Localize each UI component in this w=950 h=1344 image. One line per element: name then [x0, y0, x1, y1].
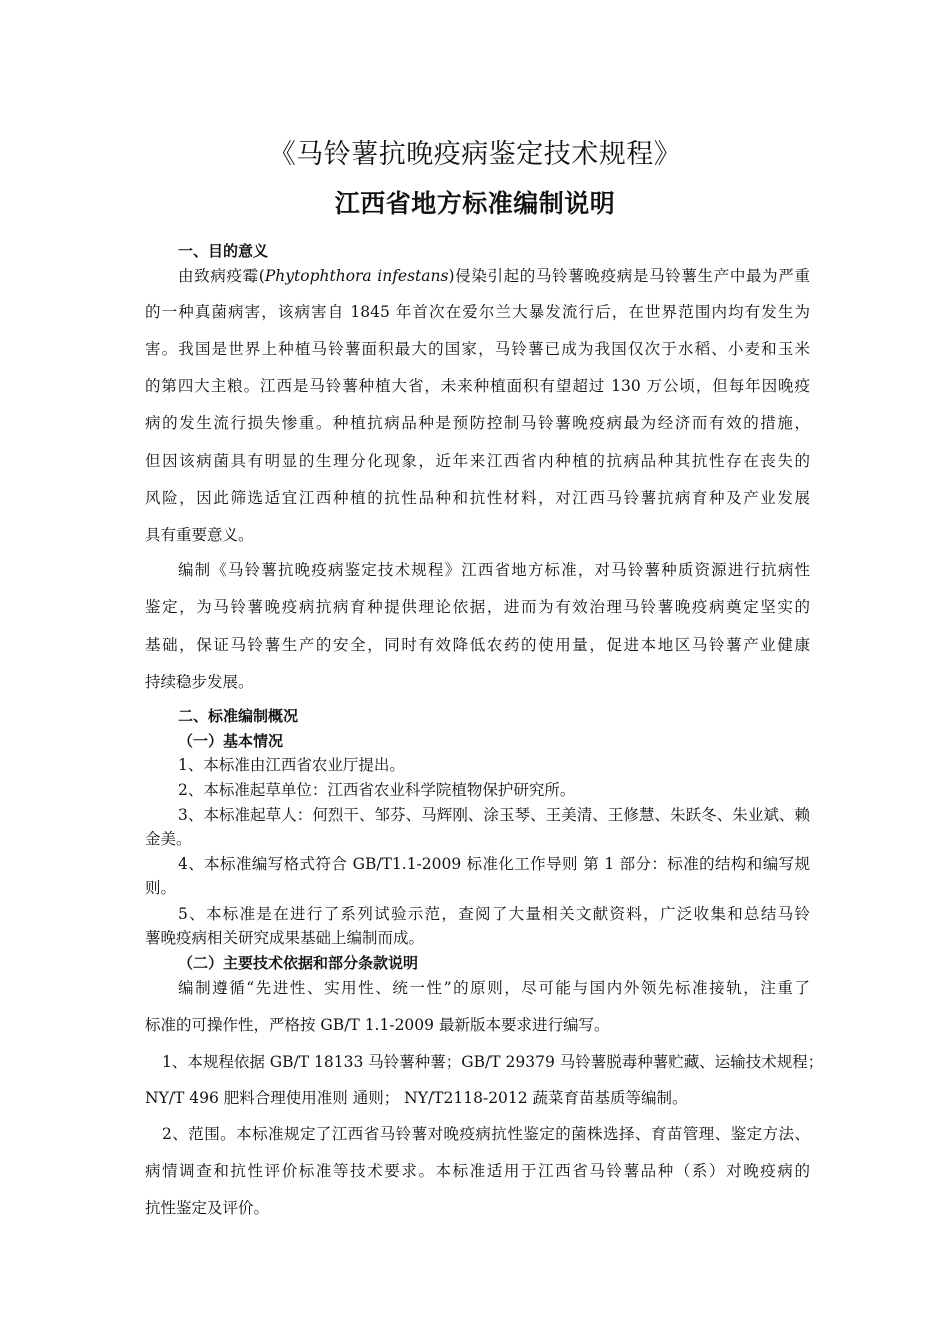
paragraph-line: 编制《马铃薯抗晚疫病鉴定技术规程》江西省地方标准，对马铃薯种质资源进行抗病性	[178, 561, 810, 579]
paragraph-line: 2、范围。本标准规定了江西省马铃薯对晚疫病抗性鉴定的菌株选择、育苗管理、鉴定方法、	[162, 1125, 810, 1143]
paragraph-line: 但因该病菌具有明显的生理分化现象，近年来江西省内种植的抗病品种其抗性存在丧失的	[145, 452, 810, 470]
document-subtitle: 江西省地方标准编制说明	[334, 189, 616, 218]
paragraph-line: 1、本规程依据 GB/T 18133 马铃薯种薯；GB/T 29379 马铃薯脱毒种薯贮藏、运输技术规程；	[162, 1053, 824, 1071]
list-item: 2、本标准起草单位：江西省农业科学院植物保护研究所。	[178, 781, 576, 799]
subsection-heading: （二）主要技术依据和部分条款说明	[178, 954, 419, 972]
paragraph-line: 病的发生流行损失惨重。种植抗病品种是预防控制马铃薯晚疫病最为经济而有效的措施，	[145, 414, 810, 432]
paragraph-line: 抗性鉴定及评价。	[145, 1199, 270, 1217]
subsection-heading: （一）基本情况	[178, 732, 284, 750]
paragraph-line: 基础，保证马铃薯生产的安全，同时有效降低农药的使用量，促进本地区马铃薯产业健康	[145, 636, 810, 654]
paragraph-line: 鉴定，为马铃薯晚疫病抗病育种提供理论依据，进而为有效治理马铃薯晚疫病奠定坚实的	[145, 598, 810, 616]
paragraph-line: 编制遵循“先进性、实用性、统一性”的原则，尽可能与国内外领先标准接轨，注重了	[178, 979, 810, 997]
paragraph-line: 具有重要意义。	[145, 526, 254, 544]
paragraph-line: 病情调查和抗性评价标准等技术要求。本标准适用于江西省马铃薯品种（系）对晚疫病的	[145, 1162, 810, 1180]
paragraph-line: NY/T 496 肥料合理使用准则 通则； NY/T2118-2012 蔬菜育苗基质等编制。	[145, 1089, 688, 1107]
section-heading: 二、标准编制概况	[178, 707, 299, 725]
paragraph-line: 的一种真菌病害，该病害自 1845 年首次在爱尔兰大暴发流行后，在世界范围内均有发生为	[145, 303, 810, 321]
paragraph-line: 持续稳步发展。	[145, 673, 254, 691]
paragraph-line: 的第四大主粮。江西是马铃薯种植大省，未来种植面积有望超过 130 万公顷，但每年因晚疫	[145, 377, 810, 395]
paragraph-line: 由致病疫霉(Phytophthora infestans)侵染引起的马铃薯晚疫病是马铃薯生产中最为严重	[178, 267, 810, 285]
paragraph-line: 风险，因此筛选适宜江西种植的抗性品种和抗性材料，对江西马铃薯抗病育种及产业发展	[145, 489, 810, 507]
latin-name: Phytophthora infestans	[264, 267, 449, 285]
list-item-continued: 薯晚疫病相关研究成果基础上编制而成。	[145, 929, 425, 947]
paragraph-line: 标准的可操作性，严格按 GB/T 1.1-2009 最新版本要求进行编写。	[145, 1016, 610, 1034]
document-title: 《马铃薯抗晚疫病鉴定技术规程》	[268, 139, 682, 170]
section-heading: 一、目的意义	[178, 242, 269, 260]
list-item: 4、本标准编写格式符合 GB/T1.1-2009 标准化工作导则 第 1 部分：标准的结构和编写规	[178, 855, 810, 873]
paragraph-line: 害。我国是世界上种植马铃薯面积最大的国家，马铃薯已成为我国仅次于水稻、小麦和玉米	[145, 340, 810, 358]
list-item-continued: 则。	[145, 879, 177, 897]
list-item-continued: 金美。	[145, 830, 192, 848]
list-item: 5、本标准是在进行了系列试验示范，查阅了大量相关文献资料，广泛收集和总结马铃	[178, 905, 810, 923]
list-item: 3、本标准起草人：何烈干、邹芬、马辉刚、涂玉琴、王美清、王修慧、朱跃冬、朱业斌、赖	[178, 806, 810, 824]
list-item: 1、本标准由江西省农业厅提出。	[178, 756, 405, 774]
